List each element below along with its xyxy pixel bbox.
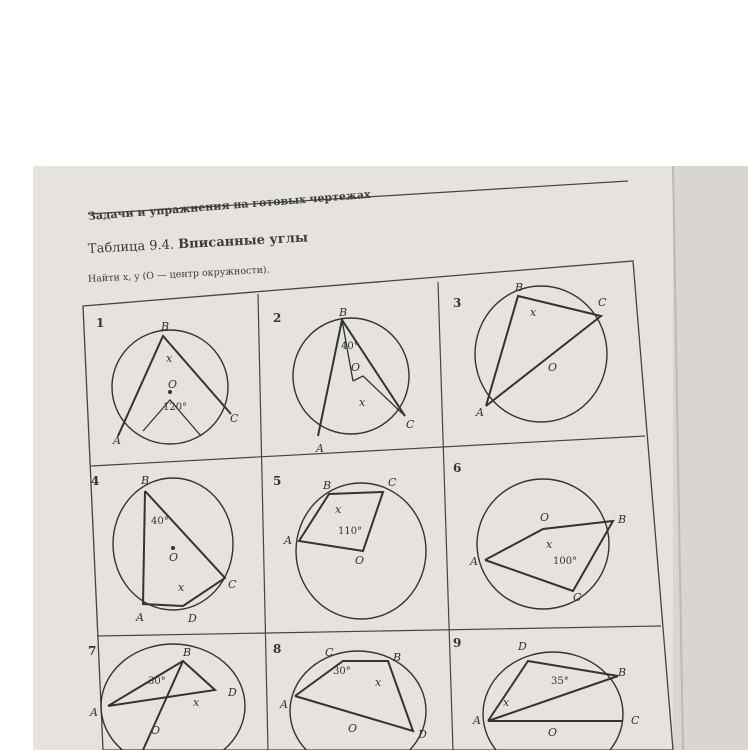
label-3-B: B bbox=[515, 281, 524, 294]
label-2-O: O bbox=[351, 361, 361, 374]
label-4-A: A bbox=[136, 611, 144, 624]
center-point bbox=[172, 547, 175, 550]
label-4-O: O bbox=[169, 551, 179, 564]
label-3-A: A bbox=[476, 406, 484, 419]
angle-6: 100° bbox=[553, 556, 578, 567]
label-8-A: A bbox=[280, 698, 288, 711]
table-vline-2 bbox=[438, 282, 453, 750]
diagram-7 bbox=[101, 644, 245, 750]
label-9-x: x bbox=[503, 696, 510, 709]
problem-number-2: 2 bbox=[273, 311, 282, 325]
angle-2: 40° bbox=[341, 341, 359, 352]
label-1-C: C bbox=[230, 412, 239, 425]
angle-4: 40° bbox=[151, 516, 169, 527]
angle-8: 30° bbox=[333, 666, 351, 677]
label-6-B: B bbox=[618, 513, 627, 526]
problem-number-8: 8 bbox=[273, 642, 282, 656]
label-8-x: x bbox=[375, 676, 382, 689]
label-1-B: B bbox=[161, 320, 170, 333]
chord bbox=[143, 661, 183, 750]
table-hline-2 bbox=[97, 626, 661, 636]
angle-9: 35° bbox=[551, 676, 569, 687]
angle-lines bbox=[295, 661, 413, 731]
label-7-O: O bbox=[151, 724, 161, 737]
label-6-O: O bbox=[540, 511, 550, 524]
problem-number-4: 4 bbox=[91, 474, 100, 488]
label-1-A: A bbox=[113, 434, 121, 447]
label-6-A: A bbox=[470, 555, 478, 568]
diagram-2 bbox=[293, 318, 409, 436]
label-2-B: B bbox=[339, 306, 348, 319]
label-3-C: C bbox=[598, 296, 607, 309]
label-7-D: D bbox=[228, 686, 237, 699]
label-7-x: x bbox=[193, 696, 200, 709]
diagram-6 bbox=[477, 479, 613, 609]
label-5-A: A bbox=[284, 534, 292, 547]
label-5-O: O bbox=[355, 554, 365, 567]
problem-number-5: 5 bbox=[273, 474, 282, 488]
label-2-C: C bbox=[406, 418, 415, 431]
label-3-x: x bbox=[530, 306, 537, 319]
problem-number-3: 3 bbox=[453, 296, 462, 310]
label-6-C: C bbox=[573, 591, 582, 604]
label-9-B: B bbox=[618, 666, 627, 679]
instruction-text: Найти x, y (O — центр окружности). bbox=[87, 264, 270, 285]
label-8-D: D bbox=[418, 728, 427, 741]
problem-number-7: 7 bbox=[88, 644, 97, 658]
table-prefix: Таблица 9.4. bbox=[87, 237, 175, 257]
book-page bbox=[33, 166, 748, 750]
label-5-x: x bbox=[335, 503, 342, 516]
diagram-3 bbox=[475, 286, 607, 422]
angle-1: 120° bbox=[163, 402, 188, 413]
label-7-A: A bbox=[90, 706, 98, 719]
label-8-C: C bbox=[325, 646, 334, 659]
label-4-D: D bbox=[188, 612, 197, 625]
label-4-x: x bbox=[178, 581, 185, 594]
diagram-5 bbox=[296, 483, 426, 619]
diagram-8 bbox=[290, 651, 426, 750]
angle-lines bbox=[299, 492, 383, 551]
diagram-4 bbox=[113, 478, 233, 610]
problem-number-1: 1 bbox=[96, 316, 105, 330]
problem-number-9: 9 bbox=[453, 636, 462, 650]
label-8-O: O bbox=[348, 722, 358, 735]
circle bbox=[113, 478, 233, 610]
label-5-C: C bbox=[388, 476, 397, 489]
table-vline-1 bbox=[258, 294, 268, 750]
problem-number-6: 6 bbox=[453, 461, 462, 475]
page-header: Задачи и упражнения на готовых чертежах bbox=[87, 187, 372, 223]
table-name: Вписанные углы bbox=[177, 230, 309, 253]
label-2-x: x bbox=[359, 396, 366, 409]
label-7-B: B bbox=[183, 646, 192, 659]
right-page-edge bbox=[673, 166, 748, 750]
angle-lines bbox=[486, 296, 601, 406]
label-9-A: A bbox=[473, 714, 481, 727]
label-1-x: x bbox=[166, 352, 173, 365]
label-9-D: D bbox=[518, 640, 527, 653]
label-5-B: B bbox=[323, 479, 332, 492]
angle-lines bbox=[318, 320, 405, 436]
label-6-x: x bbox=[546, 538, 553, 551]
label-2-A: A bbox=[316, 442, 324, 455]
circle bbox=[477, 479, 609, 609]
label-4-B: B bbox=[141, 474, 150, 487]
label-9-C: C bbox=[631, 714, 640, 727]
label-8-B: B bbox=[393, 651, 402, 664]
label-3-O: O bbox=[548, 361, 558, 374]
label-1-O: O bbox=[168, 378, 178, 391]
angle-5: 110° bbox=[338, 526, 363, 537]
label-9-O: O bbox=[548, 726, 558, 739]
label-4-C: C bbox=[228, 578, 237, 591]
angle-lines bbox=[485, 521, 613, 591]
circle bbox=[475, 286, 607, 422]
table-hline-1 bbox=[91, 436, 645, 466]
angle-7: 30° bbox=[148, 676, 166, 687]
